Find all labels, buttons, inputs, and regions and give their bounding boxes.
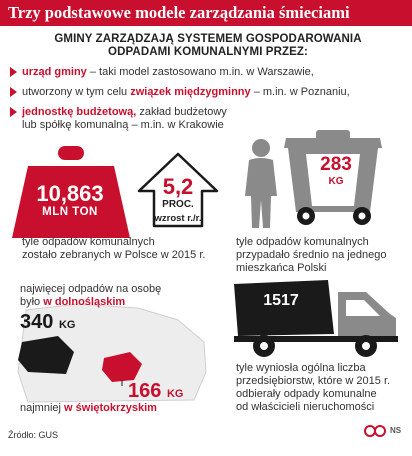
bullet-2-bold: związek międzygminny: [130, 86, 251, 98]
growth-label: wzrost r./r.: [154, 213, 202, 224]
bullet-3-line2: lub spółkę komunalną – m.in. w Krakowie: [22, 119, 224, 131]
per-person-caption-line-2: przypadało średnio na jednego: [236, 249, 387, 261]
garbage-truck-icon: [234, 278, 402, 360]
bullet-1-rest: – taki model zastosowano m.in. w Warszawie,: [86, 66, 314, 78]
bin-value: 283: [320, 154, 352, 175]
firms-caption-line-1: tyle wyniosła ogólna liczba: [236, 362, 366, 374]
map-low-caption-pre: najmniej: [20, 402, 65, 414]
map-low-value-number: 166: [128, 380, 162, 402]
bullet-arrow-icon: [10, 107, 17, 117]
weight-value: 10,863: [36, 181, 104, 206]
firms-caption-line-4: od właścicieli nieruchomości: [236, 401, 375, 413]
map-low-value: [128, 380, 183, 403]
intro-text: GMINY ZARZĄDZAJĄ SYSTEMEM GOSPODAROWANIA ODPADAMI KOMUNALNYMI PRZEZ:: [54, 33, 362, 58]
collected-caption-line-2: zostało zebranych w Polsce w 2015 r.: [22, 249, 206, 261]
per-person-caption-line-1: tyle odpadów komunalnych: [236, 236, 369, 248]
bullet-3-rest: zakład budżetowy: [136, 106, 227, 118]
map-top-caption-line-1: najwięcej odpadów na osobę: [20, 283, 162, 295]
firms-caption: [236, 362, 390, 414]
collected-caption: [22, 236, 205, 262]
map-top-value: [20, 311, 75, 334]
logo-ring-icon: [374, 425, 386, 437]
map-low-value-unit: KG: [166, 388, 184, 400]
map-top-value-number: 340: [20, 311, 54, 333]
bullet-1-bold: urząd gminy: [22, 66, 87, 78]
page-title: Trzy podstawowe modele zarządzania śmieciami: [8, 3, 350, 22]
map-top-region: w dolnośląskim: [43, 296, 126, 308]
source-note: Źródło: GUS: [8, 430, 59, 440]
map-top-caption-line-2: [20, 296, 125, 309]
collected-caption-line-1: tyle odpadów komunalnych: [22, 236, 155, 248]
growth-unit: PROC.: [162, 199, 194, 210]
person-silhouette-icon: [242, 138, 280, 230]
firms-caption-line-3: odbierały odpady komunalne: [236, 388, 377, 400]
map-top-caption-pre: było: [20, 296, 44, 308]
per-person-caption-line-3: mieszkańca Polski: [236, 262, 327, 274]
map-low-caption: [20, 402, 157, 415]
logo-text: NS: [390, 426, 402, 435]
per-person-caption: [236, 236, 386, 275]
truck-value: 1517: [263, 292, 299, 309]
map-low-region: w świętokrzyskim: [64, 402, 157, 414]
map-top-value-unit: KG: [58, 319, 76, 331]
bullet-2-rest: – m.in. w Poznaniu,: [250, 86, 350, 98]
publisher-logo: [364, 425, 406, 439]
bullet-arrow-icon: [10, 87, 17, 97]
bullet-3-bold: jednostkę budżetową,: [22, 106, 137, 118]
growth-value: 5,2: [162, 174, 194, 199]
firms-caption-line-2: przedsiębiorstw, które w 2015 r.: [236, 375, 391, 387]
bin-unit: KG: [328, 176, 344, 187]
bullet-arrow-icon: [10, 67, 17, 77]
weight-unit: MLN TON: [42, 206, 98, 218]
bullet-2-pre: utworzony w tym celu: [22, 86, 131, 98]
